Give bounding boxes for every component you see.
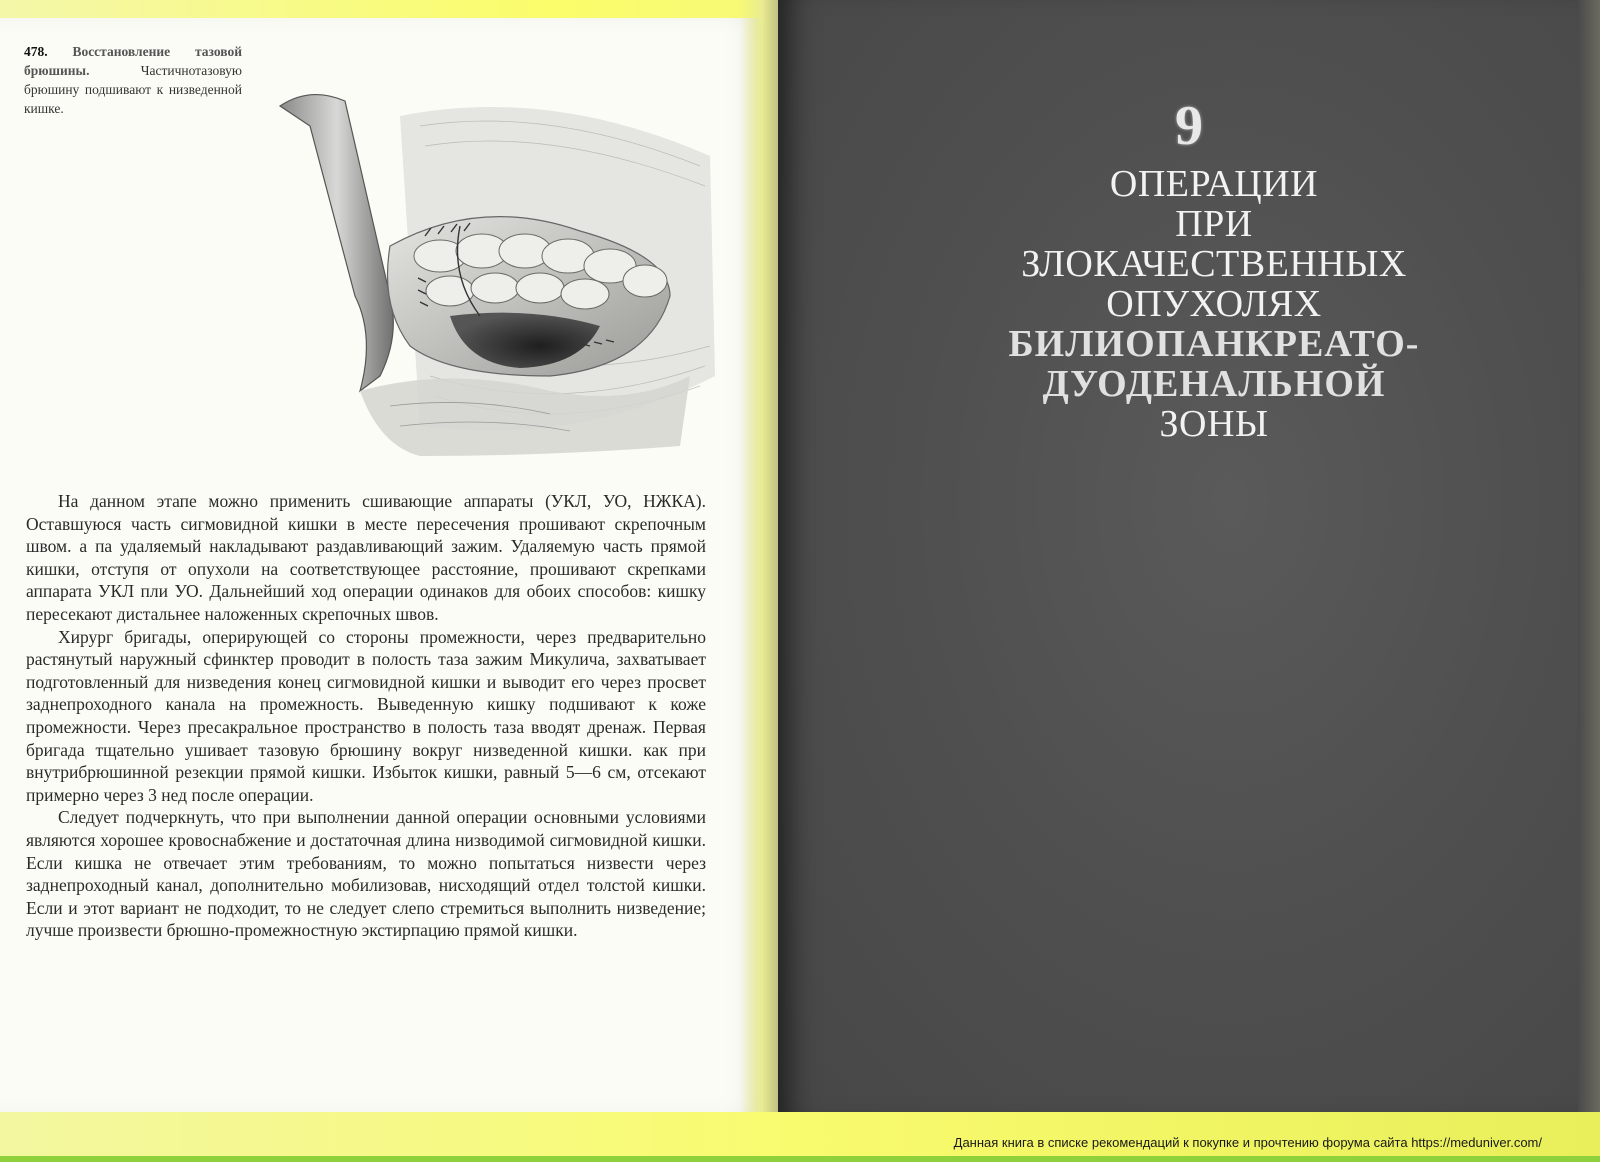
chapter-title-line: ДУОДЕНАЛЬНОЙ (1042, 363, 1386, 405)
paragraph-1: На данном этапе можно применить сшивающие аппараты (УКЛ, УО, НЖКА). Оставшуюся часть сигмовидной кишки в месте пересечения прошивают скрепочным швом. а па удаляемый накладывают раздавливающий зажим. Удаляемую часть прямой кишки, отступя от опухоли на соответствующее расстояние, прошивают скрепками аппарата УКЛ пли УО. Дальнейший ход операции одинаков для обоих способов: кишку пересекают дистальнее наложенных скрепочных швов. (26, 491, 706, 624)
figure-caption (24, 42, 242, 118)
paragraph-2: Хирург бригады, оперирующей со стороны промежности, через предварительно растянутый наружный сфинктер проводит в полость таза зажим Микулича, захватывает подготовленный для низведения конец сигмовидной кишки и выводит его через просвет заднепроходного канала на промежность. Выведенную кишку подшивают к коже промежности. Через пресакральное пространство в полость таза вводят дренаж. Первая бригада тщательно ушивает тазовую брюшину вокруг низведенной кишки. как при внутрибрюшинной резекции прямой кишки. Избыток кишки, равный 5—6 см, отсекают примерно через 3 нед после операции. (26, 626, 706, 805)
surgical-illustration (250, 46, 720, 466)
paragraph-3: Следует подчеркнуть, что при выполнении данной операции основными условиями являются хорошее кровоснабжение и достаточная длина низводимой сигмовидной кишки. Если кишка не отвечает этим требованиям, то можно попытаться низвести через заднепроходный канал, дополнительно мобилизовав, нисходящий отдел толстой кишки. Если и этот вариант не подходит, то не следует слепо стремиться выполнить низведение; лучше произвести брюшно-промежностную экстирпацию прямой кишки. (26, 807, 706, 941)
right-page (778, 0, 1600, 1112)
chapter-number: 9 (1175, 95, 1203, 157)
chapter-title-line: ПРИ (1175, 203, 1253, 245)
chapter-title (778, 164, 1600, 444)
chapter-title-line: ОПУХОЛЯХ (1106, 283, 1322, 325)
caption-text: Частичнотазовую брюшину подшивают к низведенной кишке. (24, 63, 242, 116)
caption-number: 478. (24, 44, 48, 59)
bottom-green-line (0, 1156, 1600, 1162)
chapter-title-line: БИЛИОПАНКРЕАТО- (1008, 323, 1420, 365)
chapter-title-line: ЗОНЫ (1159, 403, 1269, 445)
footer-notice: Данная книга в списке рекомендаций к покупке и прочтению форума сайта https://meduniver.com/ (953, 1135, 1542, 1150)
body-text (26, 490, 706, 942)
chapter-title-line: ЗЛОКАЧЕСТВЕННЫХ (1021, 243, 1407, 285)
left-page (0, 18, 780, 1112)
chapter-title-line: ОПЕРАЦИИ (1109, 163, 1319, 205)
caption-title: Восстановление тазовой брюшины. (24, 44, 242, 78)
